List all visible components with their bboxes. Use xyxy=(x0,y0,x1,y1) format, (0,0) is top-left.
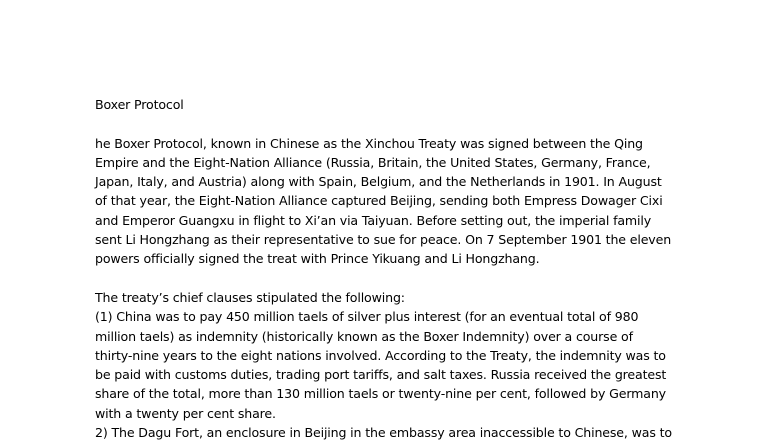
paragraph-1-line: sent Li Hongzhang as their representative to sue for peace. On 7 September 1901 the eleven xyxy=(95,232,672,248)
paragraph-1-line: Japan, Italy, and Austria) along with Spain, Belgium, and the Netherlands in 1901. In August xyxy=(95,174,662,190)
paragraph-2 xyxy=(95,288,715,441)
paragraph-2-line: share of the total, more than 130 million taels or twenty-nine per cent, followed by Germany xyxy=(95,386,666,402)
paragraph-2-line: 2) The Dagu Fort, an enclosure in Beijing in the embassy area inaccessible to Chinese, was to xyxy=(95,425,672,441)
paragraph-2-line: be paid with customs duties, trading port tariffs, and salt taxes. Russia received the greatest xyxy=(95,367,667,383)
document-body xyxy=(95,95,715,441)
paragraph-1-line: and Emperor Guangxu in flight to Xi’an via Taiyuan. Before setting out, the imperial family xyxy=(95,212,652,228)
paragraph-1 xyxy=(95,134,715,269)
paragraph-1-line: he Boxer Protocol, known in Chinese as the Xinchou Treaty was signed between the Qing xyxy=(95,135,643,151)
paragraph-2-line: with a twenty per cent share. xyxy=(95,405,276,421)
paragraph-2-line: (1) China was to pay 450 million taels of silver plus interest (for an eventual total of 980 xyxy=(95,309,639,325)
paragraph-2-line: thirty-nine years to the eight nations involved. According to the Treaty, the indemnity was to xyxy=(95,347,666,363)
paragraph-1-line: powers officially signed the treat with Prince Yikuang and Li Hongzhang. xyxy=(95,251,540,267)
document-title: Boxer Protocol xyxy=(95,97,184,112)
paragraph-gap xyxy=(95,114,715,133)
paragraph-1-line: Empire and the Eight-Nation Alliance (Russia, Britain, the United States, Germany, France, xyxy=(95,154,651,170)
paragraph-2-line: The treaty’s chief clauses stipulated the following: xyxy=(95,289,405,305)
paragraph-2-line: million taels) as indemnity (historically known as the Boxer Indemnity) over a course of xyxy=(95,328,633,344)
paragraph-1-line: of that year, the Eight-Nation Alliance captured Beijing, sending both Empress Dowager Cixi xyxy=(95,193,663,209)
paragraph-gap xyxy=(95,269,715,288)
